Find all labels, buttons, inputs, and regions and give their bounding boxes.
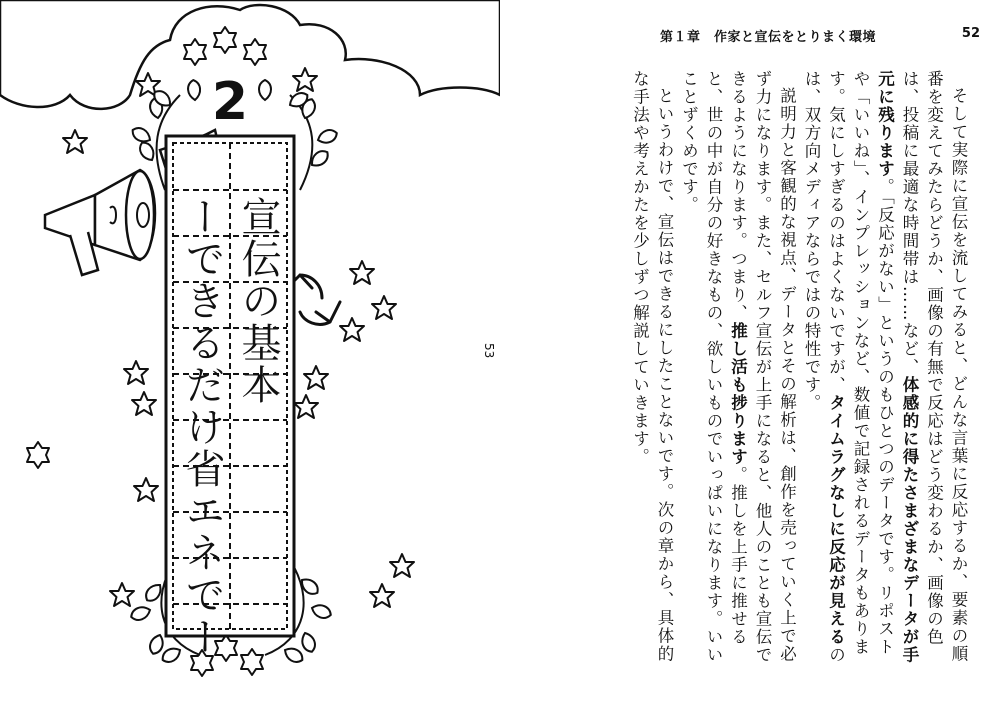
chapter-title: 宣伝の基本: [235, 196, 281, 406]
running-head-title: 第１章 作家と宣伝をとりまく環境: [660, 30, 877, 45]
paragraph-text: 説明力と客観的な視点、データとその解析は、創作を売っていく上で必ず力になります。また、セルフ宣伝が上手になると、他人のことも宣伝できるようになります。つまり、: [728, 70, 797, 664]
megaphone-icon: [45, 170, 155, 275]
paragraph-text: というわけで、宣伝はできるにしたことないです。次の章から、具体的な手法や考えかたを少しずつ解説していきます。: [630, 70, 674, 663]
emphasis-text: タイムラグなしに反応が見える: [826, 394, 846, 646]
running-head: [660, 26, 980, 46]
paragraph-text: のは、双方向メディアならではの特性です。: [802, 70, 846, 664]
chapter-subtitle: ーできるだけ省エネでー: [179, 196, 225, 658]
page-number-left: 53: [482, 343, 496, 359]
paragraph-text: そして実際に宣伝を流してみると、どんな言葉に反応するか、要素の順番を変えてみたらどうか、画像の有無で反応はどう変わるか、画像の色は、投稿に最適な時間帯は……など、: [900, 70, 968, 663]
paragraph-text: 。「反応がない」というのもひとつのデータです。リポストや「いいね」、インプレッションなど、数値で記録されるデータもあります。気にしすぎるのはよくないですが、: [826, 70, 895, 656]
body-paragraph: [676, 70, 799, 670]
emphasis-text: 体感的に得たさまざまなデータが手元に残ります: [875, 70, 919, 664]
chapter-number: 2: [211, 72, 249, 132]
emphasis-text: 推し活も捗ります: [728, 322, 748, 466]
paragraph-text: 。推しを上手に推せると、世の中が自分の好きなもの、欲しいものでいっぱいになります。いいことずくめです。: [679, 70, 748, 664]
body-paragraph: [627, 70, 676, 670]
body-text: [630, 70, 970, 670]
page-number-right: 52: [961, 26, 980, 41]
body-paragraph: [799, 70, 971, 670]
